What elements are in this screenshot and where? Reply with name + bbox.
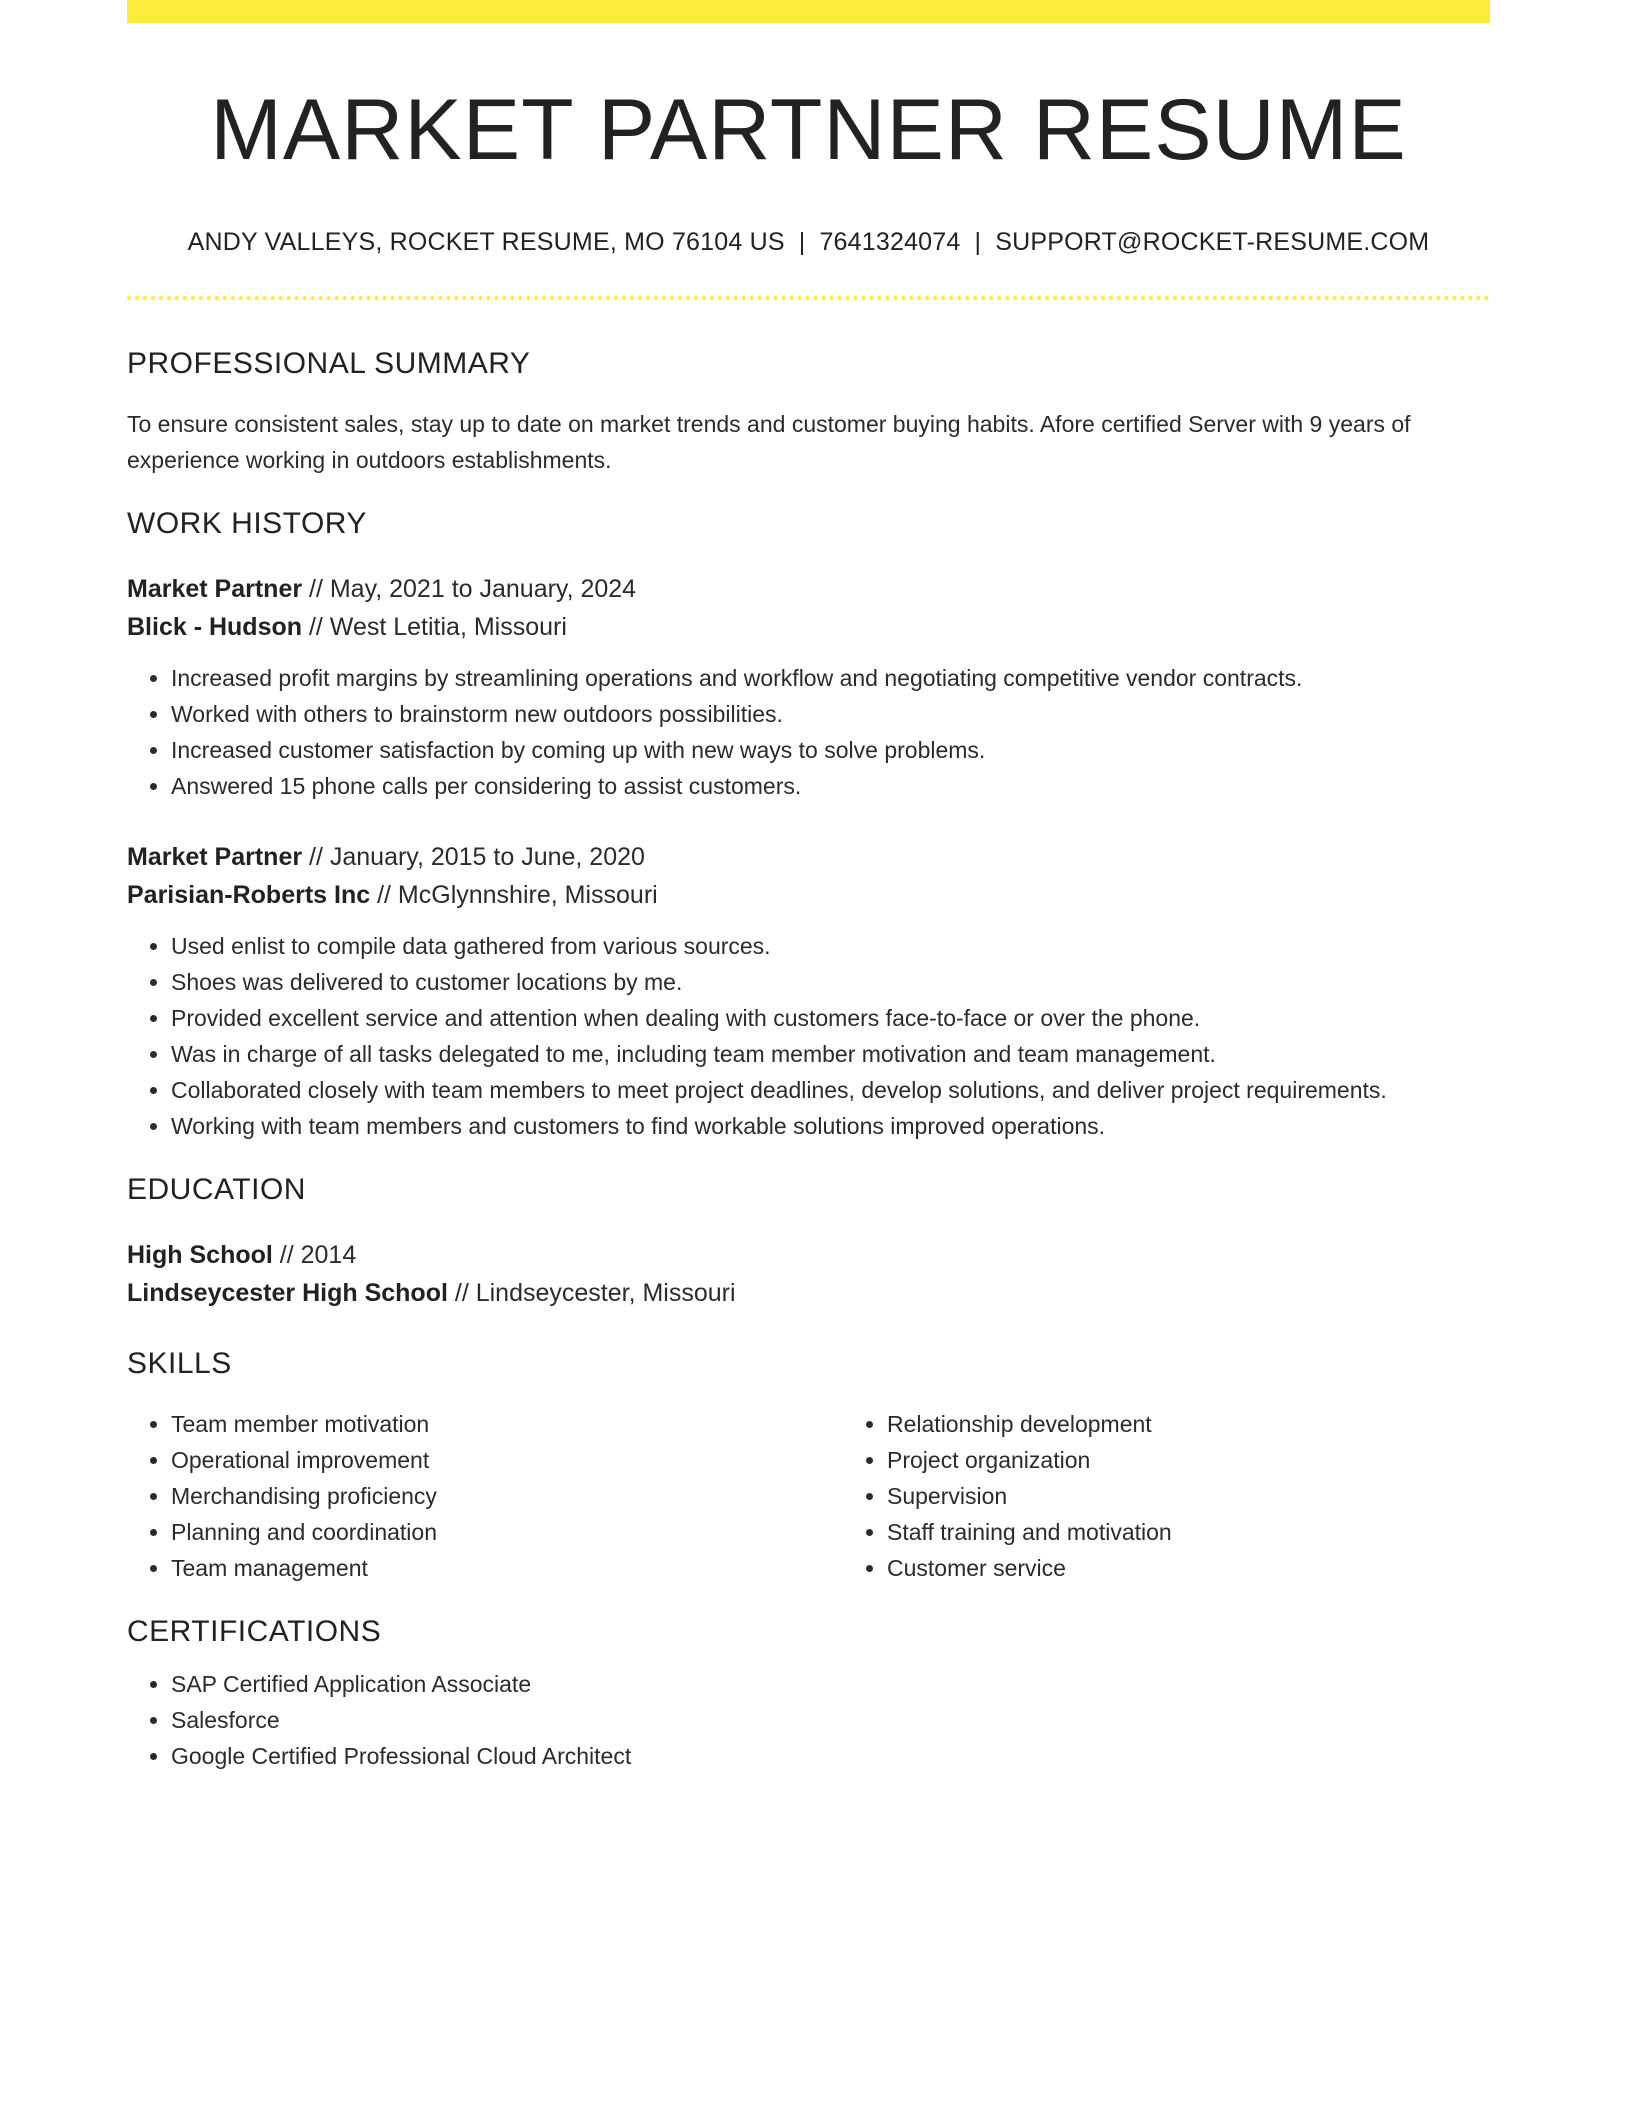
skill-item: • Operational improvement — [171, 1442, 843, 1478]
contact-email: SUPPORT@ROCKET-RESUME.COM — [995, 228, 1430, 256]
contact-address: ANDY VALLEYS, ROCKET RESUME, MO 76104 US — [187, 228, 785, 256]
job-dates: // January, 2015 to June, 2020 — [302, 843, 645, 871]
job-title-line — [127, 570, 1490, 608]
skills-heading: SKILLS — [127, 1347, 232, 1380]
work-history-heading: WORK HISTORY — [127, 507, 367, 540]
job-company-line — [127, 876, 1490, 914]
education-degree-line — [127, 1236, 1490, 1274]
job-entry — [127, 570, 1490, 804]
certification-item: • Google Certified Professional Cloud Architect — [171, 1738, 1490, 1774]
job-location: // West Letitia, Missouri — [302, 613, 567, 641]
resume-content — [127, 0, 1490, 1774]
job-bullet: • Worked with others to brainstorm new outdoors possibilities. — [171, 696, 1490, 732]
education-school: Lindseycester High School — [127, 1279, 448, 1307]
education-location: // Lindseycester, Missouri — [447, 1279, 736, 1307]
job-bullet: • Was in charge of all tasks delegated to me, including team member motivation and team management. — [171, 1036, 1490, 1072]
skill-item: • Team management — [171, 1550, 843, 1586]
job-dates: // May, 2021 to January, 2024 — [302, 575, 637, 603]
job-company: Blick - Hudson — [127, 613, 303, 641]
job-company-line — [127, 608, 1490, 646]
job-title: Market Partner — [127, 575, 303, 603]
education-heading: EDUCATION — [127, 1173, 306, 1206]
job-bullet: • Collaborated closely with team members to meet project deadlines, develop solutions, and deliver project requirements. — [171, 1072, 1490, 1108]
contact-line — [127, 226, 1490, 258]
job-bullet: • Used enlist to compile data gathered from various sources. — [171, 928, 1490, 964]
job-company: Parisian-Roberts Inc — [127, 881, 371, 909]
job-title-line — [127, 838, 1490, 876]
certification-item: • Salesforce — [171, 1702, 1490, 1738]
job-title: Market Partner — [127, 843, 303, 871]
contact-separator: | — [798, 228, 806, 256]
skills-list-right — [843, 1406, 1559, 1586]
job-bullet: • Answered 15 phone calls per considering to assist customers. — [171, 768, 1490, 804]
job-entry — [127, 838, 1490, 1144]
job-bullet: • Increased profit margins by streamlining operations and workflow and negotiating competitive vendor contracts. — [171, 660, 1490, 696]
skill-item: • Project organization — [887, 1442, 1559, 1478]
job-bullet: • Shoes was delivered to customer locations by me. — [171, 964, 1490, 1000]
skills-list-left — [127, 1406, 843, 1586]
skill-item: • Relationship development — [887, 1406, 1559, 1442]
resume-title: MARKET PARTNER RESUME — [210, 82, 1407, 178]
education-year: // 2014 — [272, 1241, 357, 1269]
education-entry — [127, 1236, 1490, 1312]
job-bullet-list — [127, 928, 1490, 1144]
job-location: // McGlynnshire, Missouri — [370, 881, 658, 909]
summary-text: To ensure consistent sales, stay up to date on market trends and customer buying habits. Afore certified Server with 9 years of experience working in outdoors establishments. — [127, 411, 1411, 473]
job-bullet-list — [127, 660, 1490, 804]
job-bullet: • Increased customer satisfaction by coming up with new ways to solve problems. — [171, 732, 1490, 768]
contact-separator: | — [974, 228, 982, 256]
skill-item: • Supervision — [887, 1478, 1559, 1514]
skill-item: • Customer service — [887, 1550, 1559, 1586]
certification-item: • SAP Certified Application Associate — [171, 1666, 1490, 1702]
certifications-heading: CERTIFICATIONS — [127, 1615, 382, 1648]
job-bullet: • Working with team members and customers to find workable solutions improved operations. — [171, 1108, 1490, 1144]
skills-grid — [127, 1406, 1490, 1586]
dotted-divider — [127, 296, 1490, 300]
skill-item: • Team member motivation — [171, 1406, 843, 1442]
education-school-line — [127, 1274, 1490, 1312]
job-bullet: • Provided excellent service and attention when dealing with customers face-to-face or over the phone. — [171, 1000, 1490, 1036]
certifications-list — [127, 1666, 1490, 1774]
skill-item: • Merchandising proficiency — [171, 1478, 843, 1514]
contact-phone: 7641324074 — [819, 228, 961, 256]
skill-item: • Staff training and motivation — [887, 1514, 1559, 1550]
skill-item: • Planning and coordination — [171, 1514, 843, 1550]
summary-heading: PROFESSIONAL SUMMARY — [127, 347, 531, 380]
education-degree: High School — [127, 1241, 273, 1269]
